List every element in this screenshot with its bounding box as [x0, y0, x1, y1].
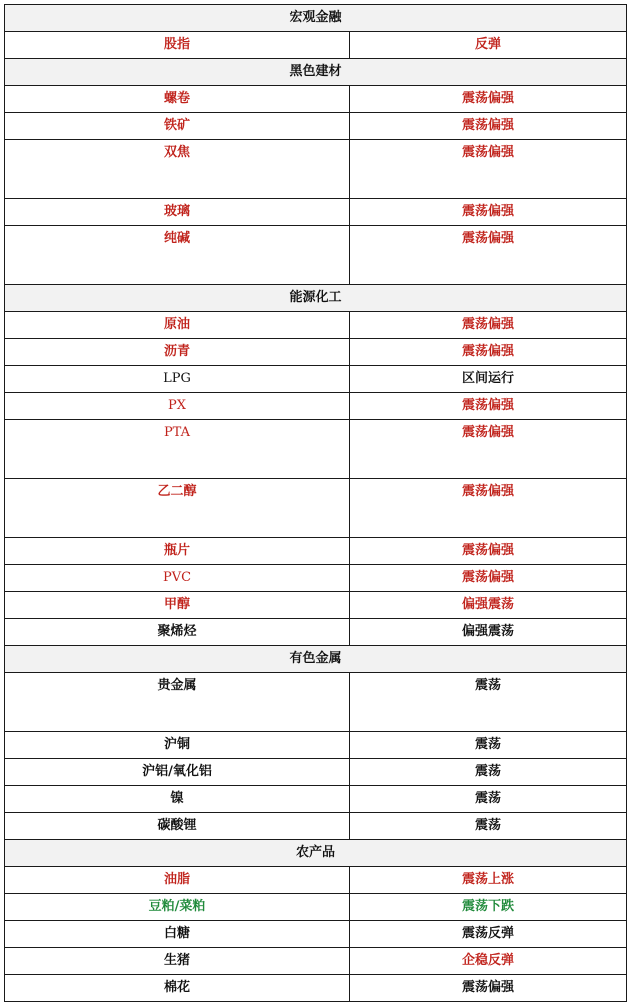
commodity-name: PVC: [5, 565, 350, 592]
table-row: [5, 619, 627, 646]
commodity-name: 玻璃: [5, 199, 350, 226]
table-row: [5, 312, 627, 339]
table-row: [5, 226, 627, 285]
table-row: [5, 339, 627, 366]
commodity-name: 乙二醇: [5, 479, 350, 538]
table-row: [5, 420, 627, 479]
outlook-value: 震荡偏强: [350, 393, 627, 420]
section-header-row: [5, 840, 627, 867]
outlook-value: 震荡偏强: [350, 199, 627, 226]
outlook-value: 震荡偏强: [350, 479, 627, 538]
commodity-name: PTA: [5, 420, 350, 479]
outlook-value: 区间运行: [350, 366, 627, 393]
section-header-row: [5, 59, 627, 86]
outlook-value: 企稳反弹: [350, 948, 627, 975]
commodity-name: 生猪: [5, 948, 350, 975]
table-row: [5, 393, 627, 420]
table-row: [5, 199, 627, 226]
commodity-outlook-table: [4, 4, 627, 1002]
table-row: [5, 813, 627, 840]
commodity-name: PX: [5, 393, 350, 420]
outlook-value: 震荡偏强: [350, 538, 627, 565]
commodity-name: 螺卷: [5, 86, 350, 113]
commodity-name: 纯碱: [5, 226, 350, 285]
outlook-value: 震荡偏强: [350, 312, 627, 339]
outlook-value: 震荡偏强: [350, 420, 627, 479]
table-row: [5, 894, 627, 921]
commodity-name: 沪铜: [5, 732, 350, 759]
commodity-name: 铁矿: [5, 113, 350, 140]
outlook-value: 震荡偏强: [350, 86, 627, 113]
section-title: 能源化工: [5, 285, 627, 312]
table-row: [5, 867, 627, 894]
table-row: [5, 786, 627, 813]
outlook-value: 震荡反弹: [350, 921, 627, 948]
commodity-name: 瓶片: [5, 538, 350, 565]
outlook-value: 震荡: [350, 759, 627, 786]
table-row: [5, 921, 627, 948]
outlook-value: 震荡: [350, 813, 627, 840]
commodity-name: 豆粕/菜粕: [5, 894, 350, 921]
table-row: [5, 673, 627, 732]
commodity-name: 碳酸锂: [5, 813, 350, 840]
section-header-row: [5, 5, 627, 32]
commodity-name: LPG: [5, 366, 350, 393]
outlook-value: 震荡: [350, 673, 627, 732]
outlook-value: 震荡: [350, 786, 627, 813]
outlook-value: 反弹: [350, 32, 627, 59]
outlook-value: 震荡偏强: [350, 226, 627, 285]
table-row: [5, 732, 627, 759]
commodity-name: 双焦: [5, 140, 350, 199]
table-row: [5, 86, 627, 113]
commodity-name: 沪铝/氧化铝: [5, 759, 350, 786]
section-header-row: [5, 646, 627, 673]
commodity-name: 白糖: [5, 921, 350, 948]
commodity-name: 甲醇: [5, 592, 350, 619]
outlook-value: 震荡上涨: [350, 867, 627, 894]
outlook-value: 震荡: [350, 732, 627, 759]
outlook-value: 震荡偏强: [350, 339, 627, 366]
outlook-value: 震荡下跌: [350, 894, 627, 921]
outlook-value: 偏强震荡: [350, 592, 627, 619]
outlook-value: 震荡偏强: [350, 975, 627, 1002]
outlook-value: 震荡偏强: [350, 140, 627, 199]
table-row: [5, 759, 627, 786]
section-title: 宏观金融: [5, 5, 627, 32]
table-row: [5, 113, 627, 140]
commodity-name: 原油: [5, 312, 350, 339]
table-row: [5, 592, 627, 619]
outlook-value: 偏强震荡: [350, 619, 627, 646]
section-header-row: [5, 285, 627, 312]
table-row: [5, 565, 627, 592]
section-title: 黑色建材: [5, 59, 627, 86]
commodity-name: 聚烯烃: [5, 619, 350, 646]
table-row: [5, 948, 627, 975]
table-row: [5, 538, 627, 565]
table-row: [5, 479, 627, 538]
commodity-name: 股指: [5, 32, 350, 59]
commodity-name: 镍: [5, 786, 350, 813]
table-body: [5, 5, 627, 1002]
commodity-name: 棉花: [5, 975, 350, 1002]
table-row: [5, 366, 627, 393]
section-title: 有色金属: [5, 646, 627, 673]
commodity-name: 贵金属: [5, 673, 350, 732]
table-row: [5, 140, 627, 199]
section-title: 农产品: [5, 840, 627, 867]
outlook-value: 震荡偏强: [350, 565, 627, 592]
table-row: [5, 32, 627, 59]
commodity-name: 沥青: [5, 339, 350, 366]
commodity-name: 油脂: [5, 867, 350, 894]
table-row: [5, 975, 627, 1002]
outlook-value: 震荡偏强: [350, 113, 627, 140]
